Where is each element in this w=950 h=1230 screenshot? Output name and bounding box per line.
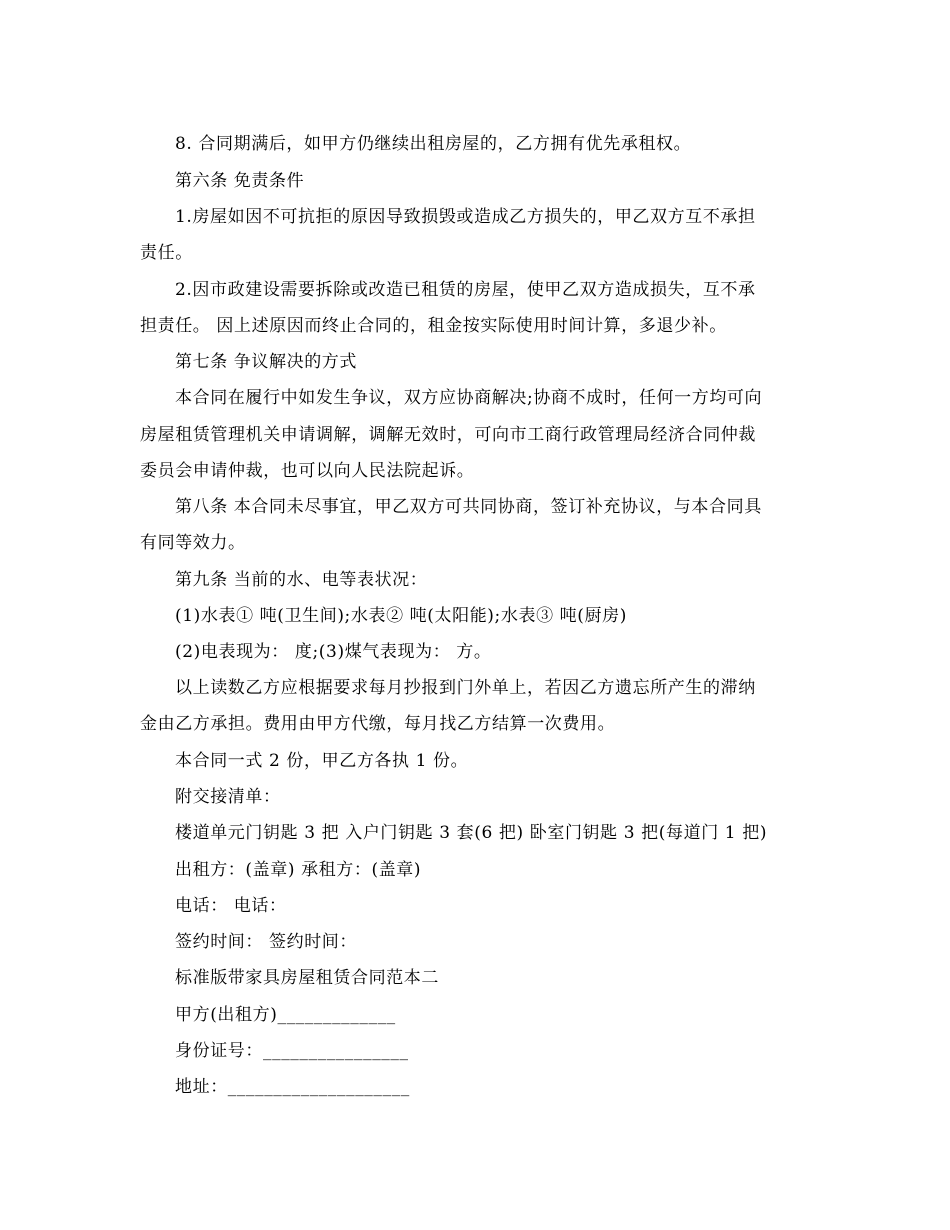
article-9-heading: 第九条 当前的水、电等表状况： bbox=[175, 570, 428, 590]
handover-keys: 楼道单元门钥匙 3 把 入户门钥匙 3 套(6 把) 卧室门钥匙 3 把(每道门 1 把) bbox=[175, 823, 768, 843]
water-meter-readings: (1)水表① 吨(卫生间);水表② 吨(太阳能);水表③ 吨(厨房) bbox=[175, 606, 627, 626]
clause-8-renewal: 8. 合同期满后，如甲方仍继续出租房屋的，乙方拥有优先承租权。 bbox=[175, 134, 692, 154]
meter-reading-note-cont: 金由乙方承担。费用由甲方代缴，每月找乙方结算一次费用。 bbox=[140, 714, 616, 734]
article-7-body: 本合同在履行中如发生争议，双方应协商解决;协商不成时，任何一方均可向 bbox=[175, 388, 763, 408]
article-6-item-1-cont: 责任。 bbox=[140, 243, 193, 263]
template-2-title: 标准版带家具房屋租赁合同范本二 bbox=[175, 968, 439, 988]
electric-gas-readings: (2)电表现为： 度;(3)煤气表现为： 方。 bbox=[175, 642, 492, 662]
article-6-item-2: 2.因市政建设需要拆除或改造已租赁的房屋，使甲乙双方造成损失，互不承 bbox=[175, 280, 756, 300]
party-a-field: 甲方(出租方)_____________ bbox=[175, 1005, 396, 1025]
article-7-body-cont-2: 委员会申请仲裁，也可以向人民法院起诉。 bbox=[140, 461, 475, 481]
id-number-field: 身份证号：________________ bbox=[175, 1041, 409, 1061]
article-7-heading: 第七条 争议解决的方式 bbox=[175, 352, 358, 372]
article-8: 第八条 本合同未尽事宜，甲乙双方可共同协商，签订补充协议，与本合同具 bbox=[175, 497, 762, 517]
signature-parties: 出租方：(盖章) 承租方：(盖章) bbox=[175, 860, 422, 880]
meter-reading-note: 以上读数乙方应根据要求每月抄报到门外单上，若因乙方遗忘所产生的滞纳 bbox=[175, 678, 756, 698]
copies-statement: 本合同一式 2 份，甲乙方各执 1 份。 bbox=[175, 751, 469, 771]
address-field: 地址：____________________ bbox=[175, 1077, 410, 1097]
article-8-cont: 有同等效力。 bbox=[140, 533, 246, 553]
article-7-body-cont-1: 房屋租赁管理机关申请调解，调解无效时，可向市工商行政管理局经济合同仲裁 bbox=[140, 425, 756, 445]
signature-phones: 电话： 电话： bbox=[175, 896, 287, 916]
article-6-item-2-cont: 担责任。 因上述原因而终止合同的，租金按实际使用时间计算，多退少补。 bbox=[140, 316, 727, 336]
article-6-heading: 第六条 免责条件 bbox=[175, 171, 305, 191]
signature-dates: 签约时间： 签约时间： bbox=[175, 932, 358, 952]
handover-list-heading: 附交接清单： bbox=[175, 787, 281, 807]
article-6-item-1: 1.房屋如因不可抗拒的原因导致损毁或造成乙方损失的，甲乙双方互不承担 bbox=[175, 207, 756, 227]
